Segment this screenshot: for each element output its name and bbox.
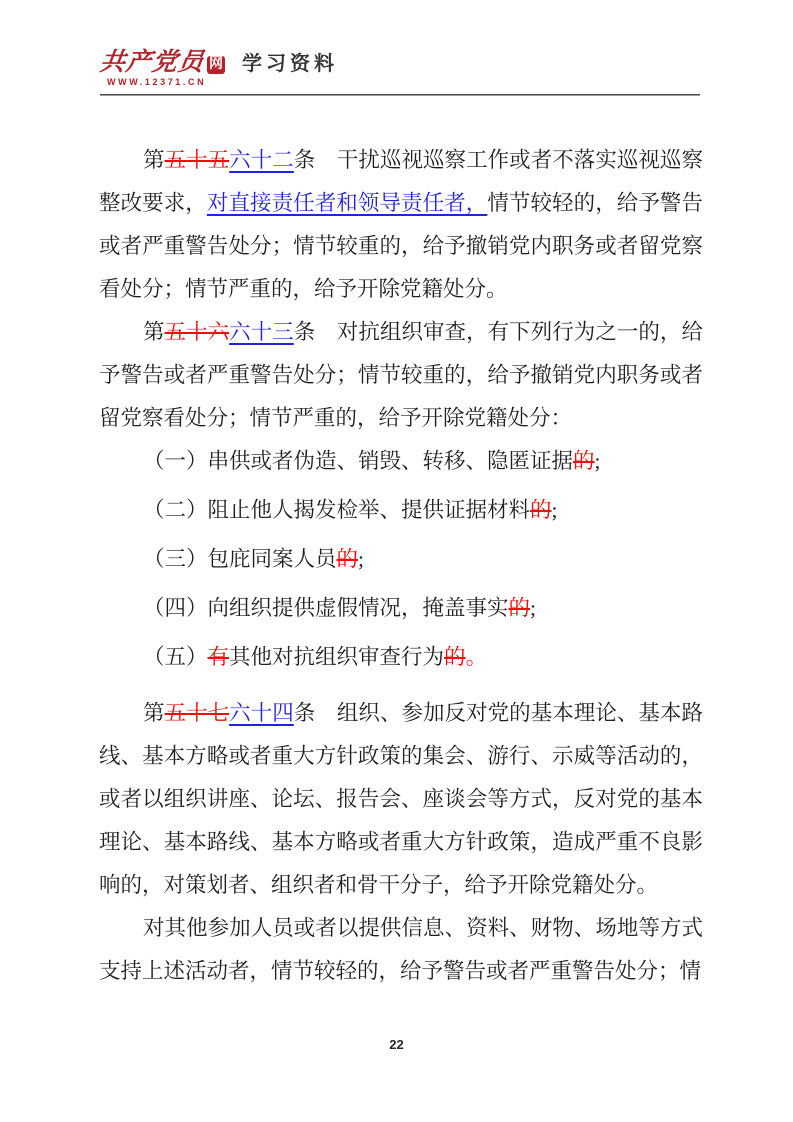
deleted-text: 的 xyxy=(508,596,531,620)
list-item-paragraph xyxy=(99,440,703,483)
text-run: 第 xyxy=(143,701,165,725)
inserted-text: 对直接责任者和领导责任者， xyxy=(206,191,488,215)
text-run: 第 xyxy=(143,320,165,344)
list-item-paragraph xyxy=(99,489,703,532)
text-run: （二）阻止他人揭发检举、提供证据材料 xyxy=(143,498,531,522)
text-run: （四）向组织提供虚假情况，掩盖事实 xyxy=(143,596,509,620)
text-run: （一）串供或者伪造、销毁、转移、隐匿证据 xyxy=(143,449,574,473)
text-run: ; xyxy=(358,547,365,571)
page-header xyxy=(100,50,708,87)
text-run: 第 xyxy=(143,148,165,172)
red-text: 。 xyxy=(465,645,488,669)
list-item-paragraph xyxy=(99,538,703,581)
paragraph xyxy=(99,692,703,907)
list-item-paragraph xyxy=(99,636,703,679)
deleted-text: 的 xyxy=(530,498,552,522)
inserted-text: 六十三 xyxy=(229,320,294,344)
deleted-text: 五十六 xyxy=(164,320,230,344)
text-run: 情节较轻的，给予警告或者严重警告处分；情节较重的，给予撤销党内职务或者留党察看处分；情节严重的，给予开除党籍处分。 xyxy=(99,191,703,301)
text-run: 条 组织、参加反对党的基本理论、基本路线、基本方略或者重大方针政策的集会、游行、示威等活动的，或者以组织讲座、论坛、报告会、座谈会等方式，反对党的基本理论、基本路线、基本方略或者重大方针政策，造成严重不良影响的，对策划者、组织者和骨干分子，给予开除党籍处分。 xyxy=(99,701,703,897)
text-run: 条 干扰巡视巡察工作或者不落实巡视巡察整改要求， xyxy=(99,148,703,215)
text-run: ; xyxy=(551,498,558,522)
deleted-text: 的 xyxy=(444,645,466,669)
logo-calligraphy-text: 共产党员 xyxy=(98,49,206,76)
page-number: 22 xyxy=(389,1037,404,1052)
document-body xyxy=(99,139,703,993)
deleted-text: 有 xyxy=(207,645,230,669)
text-run: 条 对抗组织审查，有下列行为之一的，给予警告或者严重警告处分；情节较重的，给予撤销党内职务或者留党察看处分；情节严重的，给予开除党籍处分： xyxy=(99,320,703,430)
deleted-text: 五十七 xyxy=(164,701,230,725)
text-run: ; xyxy=(530,596,537,620)
inserted-text: 六十四 xyxy=(229,701,294,725)
text-run: 对其他参加人员或者以提供信息、资料、财物、场地等方式支持上述活动者，情节较轻的，给予警告或者严重警告处分；情 xyxy=(99,916,703,983)
inserted-text: 六十二 xyxy=(229,148,294,172)
deleted-text: 的 xyxy=(336,547,359,571)
list-item-paragraph xyxy=(99,587,703,630)
site-logo xyxy=(100,50,708,75)
text-run: ; xyxy=(594,449,601,473)
paragraph xyxy=(99,139,703,311)
logo-title: 学习资料 xyxy=(242,53,339,75)
logo-net-box: 网 xyxy=(209,57,224,72)
paragraph xyxy=(99,907,703,993)
text-run: （五） xyxy=(143,645,208,669)
paragraph xyxy=(99,311,703,440)
deleted-text: 五十五 xyxy=(164,148,230,172)
deleted-text: 的 xyxy=(573,449,595,473)
text-run: 其他对抗组织审查行为 xyxy=(229,645,445,669)
logo-website-url: WWW.12371.CN xyxy=(107,77,207,87)
page-footer xyxy=(0,1037,793,1052)
text-run: （三）包庇同案人员 xyxy=(143,547,337,571)
header-divider xyxy=(100,94,700,96)
